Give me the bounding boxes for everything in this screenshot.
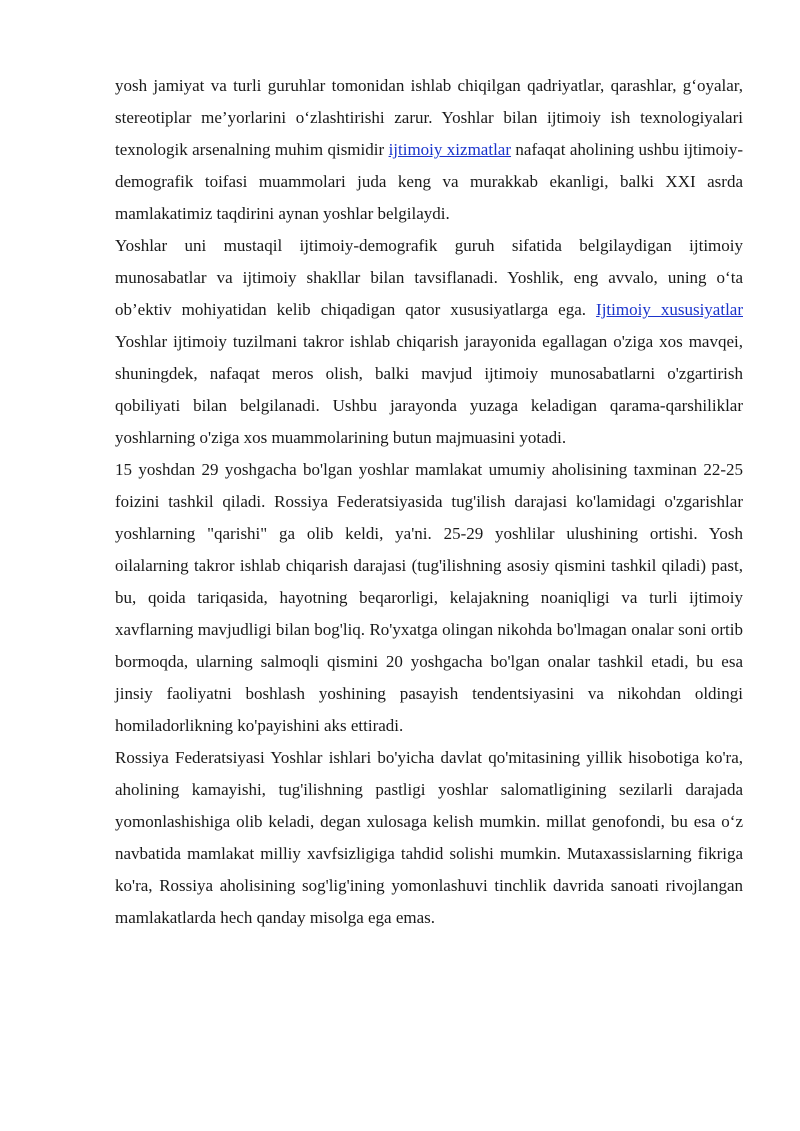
paragraph-2-text-before: Yoshlar uni mustaqil ijtimoiy-demografik guruh sifatida belgilaydigan ijtimoiy munosabatlar va ijtimoiy shakllar bilan tavsiflanadi. Yoshlik, eng avvalo, uning o‘ta ob’ektiv mohiyatidan kelib chiqadigan qator xususiyatlarga ega. [115, 236, 743, 319]
link-ijtimoiy-xususiyatlar[interactable]: Ijtimoiy xususiyatlar [596, 300, 743, 319]
paragraph-2-text-after: Yoshlar ijtimoiy tuzilmani takror ishlab chiqarish jarayonida egallagan o'ziga xos mavqei, shuningdek, nafaqat meros olish, balki mavjud ijtimoiy munosabatlarni o'zgartirish qobiliyati bilan belgilanadi. Ushbu jarayonda yuzaga keladigan qarama-qarshiliklar yoshlarning o'ziga xos muammolarining butun majmuasini yotadi. [115, 332, 743, 447]
paragraph-2 [115, 230, 743, 454]
paragraph-3: 15 yoshdan 29 yoshgacha bo'lgan yoshlar mamlakat umumiy aholisining taxminan 22-25 foizini tashkil qiladi. Rossiya Federatsiyasida tug'ilish darajasi ko'lamidagi o'zgarishlar yoshlarning "qarishi" ga olib keldi, ya'ni. 25-29 yoshlilar ulushining ortishi. Yosh oilalarning takror ishlab chiqarish darajasi (tug'ilishning asosiy qismini tashkil qiladi) past, bu, qoida tariqasida, hayotning beqarorligi, kelajakning noaniqligi va turli ijtimoiy xavflarning mavjudligi bilan bog'liq. Ro'yxatga olingan nikohda bo'lmagan onalar soni ortib bormoqda, ularning salmoqli qismini 20 yoshgacha bo'lgan onalar tashkil etadi, bu esa jinsiy faoliyatni boshlash yoshining pasayish tendentsiyasini va nikohdan oldingi homiladorlikning ko'payishini aks ettiradi. [115, 460, 743, 735]
paragraph-4: Rossiya Federatsiyasi Yoshlar ishlari bo'yicha davlat qo'mitasining yillik hisobotiga ko'ra, aholining kamayishi, tug'ilishning pastligi yoshlar salomatligining sezilarli darajada yomonlashishiga olib keladi, degan xulosaga kelish mumkin. millat genofondi, bu esa o‘z navbatida mamlakat milliy xavfsizligiga tahdid solishi mumkin. Mutaxassislarning fikriga ko'ra, Rossiya aholisining sog'lig'ining yomonlashuvi tinchlik davrida sanoati rivojlangan mamlakatlarda hech qanday misolga ega emas. [115, 748, 743, 927]
link-ijtimoiy-xizmatlar[interactable]: ijtimoiy xizmatlar [388, 140, 512, 159]
document-page [115, 70, 743, 934]
paragraph-1 [115, 70, 743, 230]
paragraph-1-text-after: nafaqat aholining ushbu ijtimoiy-demografik toifasi muammolari juda keng va murakkab ekanligi, balki XXI asrda mamlakatimiz taqdirini aynan yoshlar belgilaydi. [115, 140, 744, 223]
paragraph-1-text-before: yosh jamiyat va turli guruhlar tomonidan ishlab chiqilgan qadriyatlar, qarashlar, g‘oyalar, stereotiplar me’yorlarini o‘zlashtirishi zarur. Yoshlar bilan ijtimoiy ish texnologiyalari texnologik arsenalning muhim qismidir [115, 76, 743, 159]
